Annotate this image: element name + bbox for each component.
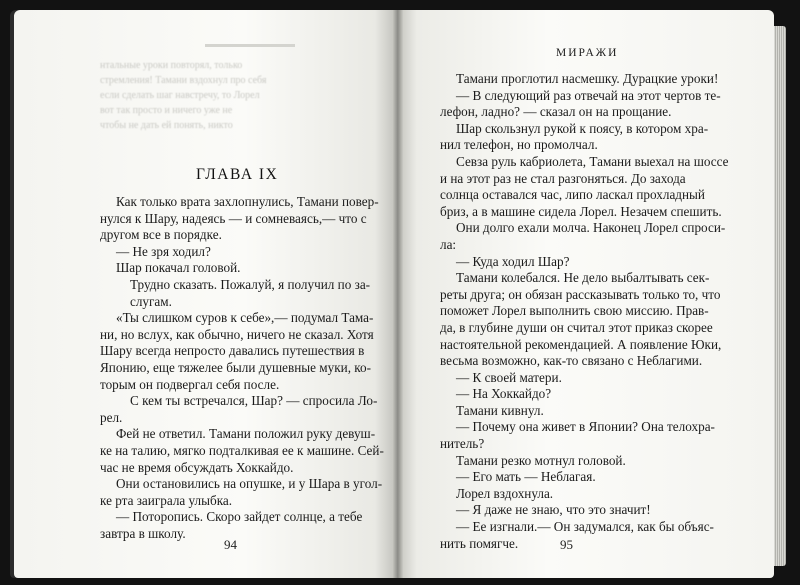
text-line: Фей не ответил. Тамани положил руку девуш- [116,426,376,442]
text-line: торым он подвергал себя после. [100,376,280,392]
text-line: ла: [440,236,457,252]
right-page-body [440,71,729,552]
text-line: Они долго ехали молча. Наконец Лорел спроси- [456,220,726,236]
text-line: солнца оставался час, липо ласкал прохладный [440,187,705,203]
text-line: бриз, а в машине сидела Лорел. Незачем спешить. [440,203,722,219]
text-line: ни, но вслух, как обычно, ничего не сказал. Хотя [100,326,374,342]
page-edges [774,26,786,566]
text-line: завтра в школу. [100,525,186,541]
left-page-body [100,194,384,542]
text-line: весьма возможно, как-то связано с Неблагими. [440,353,703,369]
text-line: нить помягче. [440,535,519,551]
text-line: Шар покачал головой. [116,260,241,276]
text-line: Лорел вздохнула. [456,485,554,501]
text-line: нил телефон, но промолчал. [440,137,598,153]
bleed-through-line: нтальные уроки повторял, только [100,60,243,71]
bleed-through-line: вот так просто и ничего уже не [100,105,233,116]
text-line: Японию, еще тяжелее были душевные муки, ко- [100,359,372,375]
text-line: нулся к Шару, надеясь — и сомневаясь,— что с [100,210,367,226]
bleed-through-line: если сделать шаг навстречу, то Лорел [100,90,260,101]
text-line: ке на талию, мягко подталкивая ее к машине. Сей- [100,442,384,458]
text-line: С кем ты встречался, Шар? — спросила Ло- [130,393,378,409]
bleed-through-text [100,58,370,133]
bleed-through-running-head [205,44,295,47]
text-line: — Почему она живет в Японии? Она телохра- [456,419,715,435]
text-line: и на этот раз не стал разгоняться. До захода [440,170,686,186]
text-line: Шар скользнул рукой к поясу, в котором хра- [456,120,709,136]
text-line: лефон, ладно? — сказал он на прощание. [440,104,672,120]
text-line: настоятельной рекомендацией. А появление Юки, [440,336,722,352]
text-line: ке рта заиграла улыбка. [100,492,233,508]
chapter-title: ГЛАВА IX [196,166,279,183]
text-line: Тамани кивнул. [456,402,544,418]
text-line: слугам. [130,293,172,309]
text-line: Севза руль кабриолета, Тамани выехал на шоссе [456,153,729,169]
text-line: Трудно сказать. Пожалуй, я получил по за- [130,276,371,292]
text-line: рел. [100,409,123,425]
text-line: нитель? [440,436,485,452]
text-line: — К своей матери. [456,369,562,385]
text-line: — На Хоккайдо? [456,386,552,402]
bleed-through-line: стремления! Тамани вздохнул про себя [100,75,267,86]
text-line: — Не зря ходил? [116,243,211,259]
text-line: — Поторопись. Скоро зайдет солнце, а тебе [116,509,363,525]
text-line: Как только врата захлопнулись, Тамани повер- [116,194,379,209]
text-line: — Куда ходил Шар? [456,253,570,269]
text-line: час не время обсуждать Хоккайдо. [100,459,294,475]
text-line: да, в глубине души он считал этот приказ скорее [440,319,713,335]
text-line: Тамани резко мотнул головой. [456,452,626,468]
text-line: другом все в порядке. [100,227,222,243]
text-line: Тамани колебался. Не дело выбалтывать сек- [456,270,710,286]
text-line: «Ты слишком суров к себе»,— подумал Тама- [116,310,374,326]
left-page-number: 94 [224,537,237,552]
text-line: Они остановились на опушке, и у Шара в угол- [116,476,383,492]
text-line: поможет Лорел выполнить свою миссию. Прав- [440,303,709,319]
bleed-through-line: чтобы не дать ей понять, никто [100,120,233,131]
right-page-number: 95 [560,537,573,552]
text-line: — Его мать — Неблагая. [456,469,596,485]
text-line: — В следующий раз отвечай на этот чертов те- [456,87,721,103]
text-line: Шару всегда непросто давались путешествия в [100,343,365,359]
running-head: МИРАЖИ [556,47,619,59]
text-line: реты друга; он обязан рассказывать только то, что [440,286,721,302]
text-line: — Ее изгнали.— Он задумался, как бы объяс- [456,519,714,535]
text-line: Тамани проглотил насмешку. Дурацкие уроки! [456,71,719,86]
book-gutter [393,10,403,578]
text-line: — Я даже не знаю, что это значит! [456,502,651,518]
